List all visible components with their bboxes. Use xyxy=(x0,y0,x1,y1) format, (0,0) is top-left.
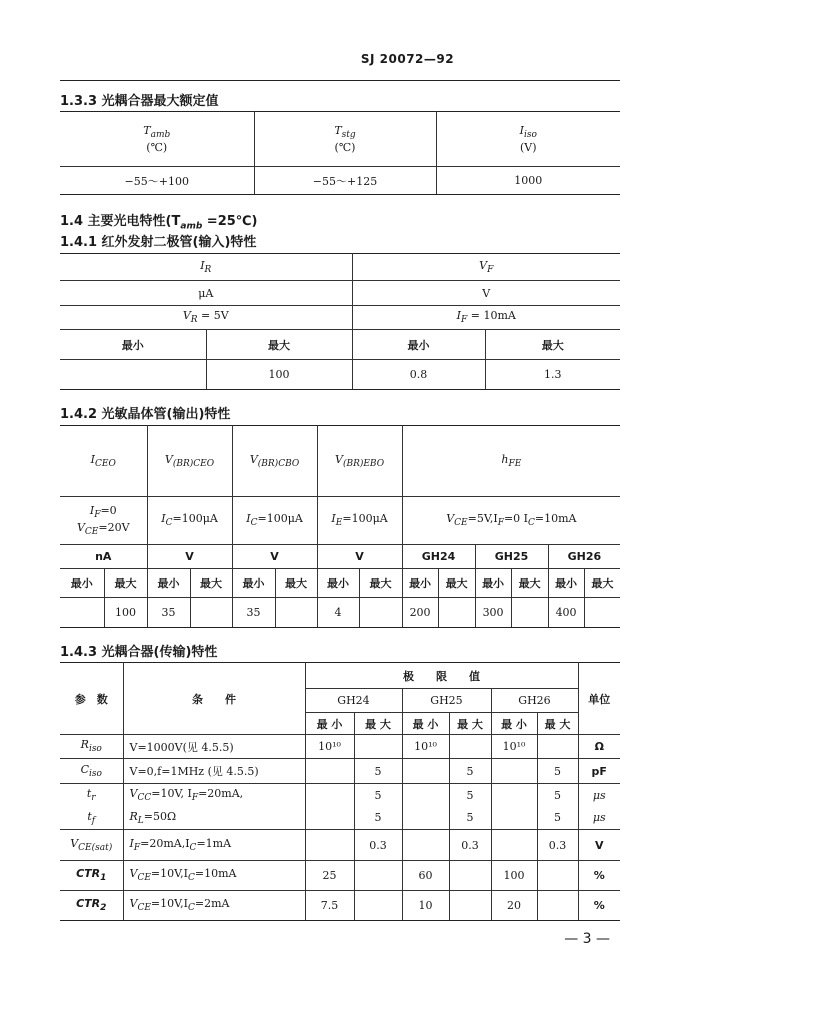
max-label: 最大 xyxy=(190,569,232,598)
row-tr xyxy=(60,784,620,807)
value-cell xyxy=(511,598,548,628)
condition-header: 条 件 xyxy=(123,663,305,735)
coupler-transfer-table xyxy=(60,662,620,921)
value-cell xyxy=(491,830,537,861)
param-header: 参 数 xyxy=(60,663,123,735)
vbrceo-header: $V_{(BR)CEO}$ xyxy=(147,426,232,497)
value-cell xyxy=(305,784,354,807)
value-cell xyxy=(449,861,491,891)
param-symbol: $V_{CE(sat)}$ xyxy=(60,830,123,861)
unit-cell: μs xyxy=(592,788,606,802)
value-cell xyxy=(275,598,317,628)
vbrcbo-header: $V_{(BR)CBO}$ xyxy=(232,426,317,497)
ir-min-value xyxy=(60,360,206,390)
max-label: 最 大 xyxy=(354,713,402,735)
vbrcbo-unit: V xyxy=(232,545,317,569)
max-label: 最大 xyxy=(438,569,475,598)
min-label: 最小 xyxy=(402,569,438,598)
param-symbol: $C_{iso}$ xyxy=(60,759,123,784)
tstg-header: $T_{stg}$ (℃) xyxy=(254,112,436,167)
vbrebo-header: $V_{(BR)EBO}$ xyxy=(317,426,402,497)
vbrebo-condition: $I_E=100\mu A$ xyxy=(317,497,402,545)
min-label: 最小 xyxy=(60,569,104,598)
value-cell xyxy=(537,735,578,759)
ir-unit: μA xyxy=(60,281,352,306)
vbrceo-condition: $I_C=100\mu A$ xyxy=(147,497,232,545)
value-cell xyxy=(449,735,491,759)
value-cell: 5 xyxy=(354,784,402,807)
value-cell xyxy=(190,598,232,628)
value-cell: 5 xyxy=(354,759,402,784)
value-cell xyxy=(402,807,449,830)
value-cell xyxy=(305,830,354,861)
condition-text: $V_{CE}=10V,I_C=2mA$ xyxy=(123,891,305,921)
value-cell: 5 xyxy=(449,807,491,830)
condition-text: V=0,f=1MHz (见 4.5.5) xyxy=(123,759,305,784)
value-cell xyxy=(402,830,449,861)
max-label: 最 大 xyxy=(537,713,578,735)
value-cell xyxy=(537,891,578,921)
vf-min-value: 0.8 xyxy=(352,360,485,390)
unit-cell: % xyxy=(578,861,620,891)
condition-text: $R_L=50\Omega$ xyxy=(123,807,305,830)
unit-cell: pF xyxy=(578,759,620,784)
value-cell xyxy=(438,598,475,628)
param-symbol: $CTR_1$ xyxy=(60,861,123,891)
min-label: 最小 xyxy=(475,569,511,598)
value-cell: 5 xyxy=(537,759,578,784)
header-rule xyxy=(60,80,620,81)
hfe-condition: $V_{CE}=5V,I_F=0$ $I_C=10mA$ xyxy=(402,497,620,545)
tstg-value: −55～+125 xyxy=(254,167,436,195)
value-cell: 35 xyxy=(147,598,190,628)
value-cell: 200 xyxy=(402,598,438,628)
value-cell xyxy=(305,759,354,784)
condition-text: V=1000V(见 4.5.5) xyxy=(123,735,305,759)
condition-text: $V_{CC}=10V$, $I_F=20mA$, xyxy=(123,784,305,807)
value-cell: 5 xyxy=(354,807,402,830)
vbrceo-unit: V xyxy=(147,545,232,569)
value-cell: 4 xyxy=(317,598,359,628)
hfe-header: $h_{FE}$ xyxy=(402,426,620,497)
row-vcesat xyxy=(60,830,620,861)
value-cell: 300 xyxy=(475,598,511,628)
page-number: — 3 — xyxy=(564,931,610,947)
value-cell: 100 xyxy=(491,861,537,891)
ir-header: $I_R$ xyxy=(60,254,352,281)
section-title-1-4-2: 1.4.2 光敏晶体管(输出)特性 xyxy=(60,407,231,422)
model-gh26: GH26 xyxy=(548,545,620,569)
vf-condition: $I_F = 10mA$ xyxy=(352,306,620,330)
value-cell xyxy=(359,598,402,628)
vbrebo-unit: V xyxy=(317,545,402,569)
value-cell: 10¹⁰ xyxy=(402,735,449,759)
value-cell xyxy=(584,598,620,628)
row-ctr1 xyxy=(60,861,620,891)
min-label: 最 小 xyxy=(491,713,537,735)
value-cell: 35 xyxy=(232,598,275,628)
param-symbol: $R_{iso}$ xyxy=(60,735,123,759)
min-label: 最小 xyxy=(232,569,275,598)
model-gh24: GH24 xyxy=(402,545,475,569)
value-cell xyxy=(402,784,449,807)
value-cell xyxy=(354,891,402,921)
ir-condition: $V_R = 5V$ xyxy=(60,306,352,330)
model-gh24: GH24 xyxy=(305,689,402,713)
value-cell: 5 xyxy=(537,807,578,830)
unit-cell: μs xyxy=(578,807,620,830)
led-input-table xyxy=(60,253,620,390)
row-ctr2 xyxy=(60,891,620,921)
param-symbol: $t_f$ xyxy=(60,807,123,830)
phototransistor-output-table xyxy=(60,425,620,628)
value-cell: 10 xyxy=(402,891,449,921)
minmax-label-row xyxy=(60,569,620,598)
value-cell xyxy=(537,861,578,891)
value-cell xyxy=(491,759,537,784)
min-label: 最 小 xyxy=(402,713,449,735)
unit-cell: V xyxy=(578,830,620,861)
iceo-unit: nA xyxy=(60,545,147,569)
row-tf xyxy=(60,807,620,830)
condition-text: $V_{CE}=10V,I_C=10mA$ xyxy=(123,861,305,891)
value-cell: 5 xyxy=(537,784,578,807)
value-cell xyxy=(449,891,491,921)
condition-text: $I_F=20mA,I_C=1mA$ xyxy=(123,830,305,861)
min-label: 最 小 xyxy=(305,713,354,735)
model-gh26: GH26 xyxy=(491,689,578,713)
value-cell: 0.3 xyxy=(537,830,578,861)
max-label: 最大 xyxy=(584,569,620,598)
vf-header: $V_F$ xyxy=(352,254,620,281)
value-cell: 10¹⁰ xyxy=(491,735,537,759)
value-cell xyxy=(491,784,537,807)
unit-cell: % xyxy=(578,891,620,921)
iceo-condition: $I_F=0$ $V_{CE}=20V$ xyxy=(60,497,147,545)
value-cell xyxy=(491,807,537,830)
value-cell: 0.3 xyxy=(449,830,491,861)
section-title-1-4: 1.4 主要光电特性($T_{amb}$ =25℃) xyxy=(60,214,258,232)
max-label: 最大 xyxy=(359,569,402,598)
vbrcbo-condition: $I_C=100\mu A$ xyxy=(232,497,317,545)
unit-header: 单位 xyxy=(578,663,620,735)
value-cell xyxy=(60,598,104,628)
value-cell: 5 xyxy=(449,759,491,784)
tamb-value: −55～+100 xyxy=(60,167,254,195)
tamb-header: $T_{amb}$ (℃) xyxy=(60,112,254,167)
iiso-header: $I_{iso}$ (V) xyxy=(436,112,620,167)
document-code: SJ 20072—92 xyxy=(360,52,455,66)
ir-min-label: 最小 xyxy=(60,330,206,360)
value-row xyxy=(60,598,620,628)
param-symbol: $CTR_2$ xyxy=(60,891,123,921)
max-label: 最大 xyxy=(104,569,147,598)
model-gh25: GH25 xyxy=(475,545,548,569)
value-cell: 10¹⁰ xyxy=(305,735,354,759)
max-label: 最 大 xyxy=(449,713,491,735)
ir-max-value: 100 xyxy=(206,360,352,390)
value-cell xyxy=(354,735,402,759)
row-riso xyxy=(60,735,620,759)
section-title-1-4-3: 1.4.3 光耦合器(传输)特性 xyxy=(60,645,218,660)
param-symbol: $t_r$ xyxy=(60,784,123,807)
section-title-1-4-1: 1.4.1 红外发射二极管(输入)特性 xyxy=(60,235,257,250)
value-cell xyxy=(402,759,449,784)
value-cell: 0.3 xyxy=(354,830,402,861)
value-cell: 25 xyxy=(305,861,354,891)
limits-header: 极 限 值 xyxy=(305,663,578,689)
min-label: 最小 xyxy=(548,569,584,598)
row-ciso xyxy=(60,759,620,784)
value-cell: 400 xyxy=(548,598,584,628)
vf-max-label: 最大 xyxy=(485,330,620,360)
vf-max-value: 1.3 xyxy=(485,360,620,390)
value-cell: 7.5 xyxy=(305,891,354,921)
value-cell: 20 xyxy=(491,891,537,921)
max-ratings-table xyxy=(60,111,620,195)
iiso-value: 1000 xyxy=(436,167,620,195)
max-label: 最大 xyxy=(275,569,317,598)
vf-unit: V xyxy=(352,281,620,306)
vf-min-label: 最小 xyxy=(352,330,485,360)
section-title-1-3-3: 1.3.3 光耦合器最大额定值 xyxy=(60,94,219,109)
min-label: 最小 xyxy=(147,569,190,598)
value-cell xyxy=(354,861,402,891)
value-cell: 5 xyxy=(449,784,491,807)
max-label: 最大 xyxy=(511,569,548,598)
value-cell xyxy=(305,807,354,830)
value-cell: 100 xyxy=(104,598,147,628)
value-cell: 60 xyxy=(402,861,449,891)
ir-max-label: 最大 xyxy=(206,330,352,360)
model-gh25: GH25 xyxy=(402,689,491,713)
iceo-header: $I_{CEO}$ xyxy=(60,426,147,497)
unit-cell: Ω xyxy=(578,735,620,759)
min-label: 最小 xyxy=(317,569,359,598)
